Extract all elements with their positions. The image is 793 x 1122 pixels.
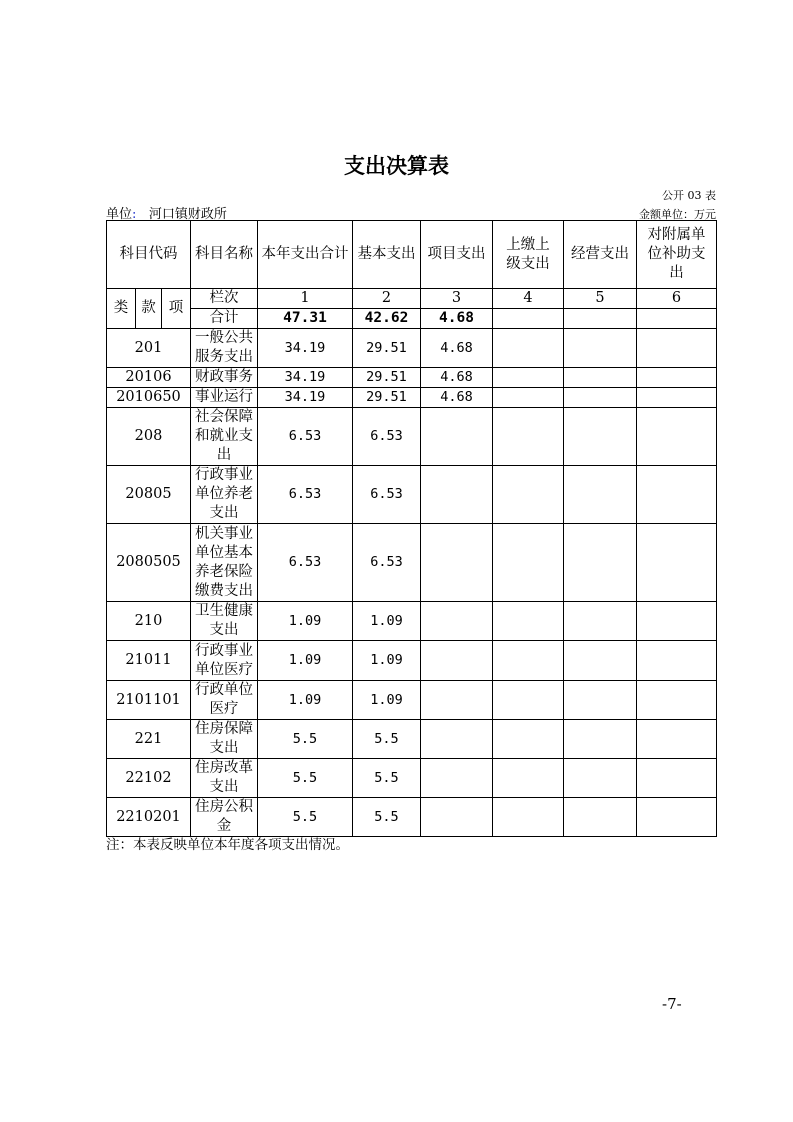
form-number: 公开 03 表: [662, 189, 716, 202]
row-basic: 1.09: [353, 602, 421, 641]
empty-cell: [637, 466, 717, 524]
header-business: 经营支出: [564, 221, 637, 289]
row-project: [421, 641, 493, 681]
unit-colon: :: [132, 207, 137, 222]
row-name: 住房公积金: [191, 798, 258, 837]
row-project: [421, 408, 493, 466]
col-num-4: 4: [493, 289, 564, 309]
empty-cell: [564, 408, 637, 466]
empty-cell: [493, 602, 564, 641]
row-name: 住房保障支出: [191, 720, 258, 759]
empty-cell: [493, 798, 564, 837]
header-kuan: 款: [136, 289, 162, 329]
empty-cell: [493, 466, 564, 524]
row-code: 201: [107, 329, 191, 368]
empty-cell: [637, 759, 717, 798]
empty-cell: [564, 466, 637, 524]
empty-cell: [564, 388, 637, 408]
row-total: 1.09: [258, 681, 353, 720]
empty-cell: [493, 641, 564, 681]
empty-cell: [564, 681, 637, 720]
empty-cell: [637, 524, 717, 602]
empty-cell: [637, 368, 717, 388]
row-total: 1.09: [258, 602, 353, 641]
empty-cell: [637, 641, 717, 681]
header-upper: 上缴上级支出: [493, 221, 564, 289]
empty-cell: [637, 388, 717, 408]
empty-cell: [637, 720, 717, 759]
row-project: [421, 466, 493, 524]
row-total: 5.5: [258, 759, 353, 798]
row-name: 一般公共服务支出: [191, 329, 258, 368]
total-row: [107, 309, 717, 329]
row-basic: 5.5: [353, 720, 421, 759]
table-row: [107, 798, 717, 837]
total-total: 47.31: [258, 309, 353, 329]
empty-cell: [637, 681, 717, 720]
row-basic: 6.53: [353, 466, 421, 524]
header-project: 项目支出: [421, 221, 493, 289]
total-project: 4.68: [421, 309, 493, 329]
col-num-5: 5: [564, 289, 637, 309]
money-unit: 金额单位：万元: [639, 208, 716, 221]
row-project: [421, 759, 493, 798]
unit-name: 河口镇财政所: [148, 207, 227, 222]
empty-cell: [564, 720, 637, 759]
row-project: 4.68: [421, 388, 493, 408]
empty-cell: [637, 602, 717, 641]
col-num-1: 1: [258, 289, 353, 309]
table-row: [107, 408, 717, 466]
header-code: 科目代码: [107, 221, 191, 289]
expenditure-table: [106, 220, 717, 837]
empty-cell: [493, 368, 564, 388]
row-code: 208: [107, 408, 191, 466]
row-basic: 6.53: [353, 408, 421, 466]
empty-cell: [564, 368, 637, 388]
empty-cell: [637, 309, 717, 329]
table-row: [107, 466, 717, 524]
row-total: 5.5: [258, 798, 353, 837]
row-basic: 1.09: [353, 681, 421, 720]
row-name: 住房改革支出: [191, 759, 258, 798]
table-row: [107, 368, 717, 388]
row-name: 行政事业单位医疗: [191, 641, 258, 681]
row-basic: 29.51: [353, 388, 421, 408]
empty-cell: [493, 524, 564, 602]
row-name: 行政事业单位养老支出: [191, 466, 258, 524]
row-name: 行政单位医疗: [191, 681, 258, 720]
empty-cell: [493, 309, 564, 329]
column-number-row: [107, 289, 717, 309]
empty-cell: [564, 759, 637, 798]
row-total: 6.53: [258, 524, 353, 602]
col-num-6: 6: [637, 289, 717, 309]
empty-cell: [637, 408, 717, 466]
row-name: 卫生健康支出: [191, 602, 258, 641]
table-row: [107, 388, 717, 408]
header-lanci: 栏次: [191, 289, 258, 309]
row-total: 6.53: [258, 408, 353, 466]
header-total: 本年支出合计: [258, 221, 353, 289]
unit-label: 单位: [106, 207, 133, 222]
empty-cell: [564, 309, 637, 329]
page-title: 支出决算表: [344, 154, 449, 178]
row-code: 221: [107, 720, 191, 759]
empty-cell: [564, 329, 637, 368]
table-row: [107, 524, 717, 602]
row-basic: 5.5: [353, 798, 421, 837]
row-code: 210: [107, 602, 191, 641]
empty-cell: [493, 408, 564, 466]
row-code: 2080505: [107, 524, 191, 602]
row-total: 5.5: [258, 720, 353, 759]
row-basic: 29.51: [353, 329, 421, 368]
col-num-3: 3: [421, 289, 493, 309]
row-code: 2010650: [107, 388, 191, 408]
empty-cell: [493, 681, 564, 720]
empty-cell: [564, 798, 637, 837]
table-row: [107, 329, 717, 368]
header-subsidy: 对附属单位补助支出: [637, 221, 717, 289]
row-basic: 29.51: [353, 368, 421, 388]
empty-cell: [564, 641, 637, 681]
row-project: [421, 602, 493, 641]
header-basic: 基本支出: [353, 221, 421, 289]
header-lei: 类: [107, 289, 136, 329]
row-basic: 1.09: [353, 641, 421, 681]
header-name: 科目名称: [191, 221, 258, 289]
empty-cell: [637, 798, 717, 837]
table-row: [107, 720, 717, 759]
row-name: 事业运行: [191, 388, 258, 408]
table-row: [107, 602, 717, 641]
empty-cell: [637, 329, 717, 368]
row-project: [421, 720, 493, 759]
row-project: [421, 798, 493, 837]
empty-cell: [564, 524, 637, 602]
row-total: 34.19: [258, 329, 353, 368]
row-total: 1.09: [258, 641, 353, 681]
row-total: 34.19: [258, 368, 353, 388]
header-xiang: 项: [162, 289, 191, 329]
row-code: 2101101: [107, 681, 191, 720]
empty-cell: [564, 602, 637, 641]
header-row: [107, 221, 717, 289]
total-label: 合计: [191, 309, 258, 329]
empty-cell: [493, 329, 564, 368]
col-num-2: 2: [353, 289, 421, 309]
row-code: 22102: [107, 759, 191, 798]
row-code: 21011: [107, 641, 191, 681]
table-row: [107, 681, 717, 720]
empty-cell: [493, 388, 564, 408]
footnote: 注：本表反映单位本年度各项支出情况。: [106, 837, 349, 853]
row-project: 4.68: [421, 368, 493, 388]
row-project: [421, 681, 493, 720]
page-number: -7-: [662, 995, 682, 1013]
row-code: 2210201: [107, 798, 191, 837]
row-project: [421, 524, 493, 602]
row-code: 20805: [107, 466, 191, 524]
row-project: 4.68: [421, 329, 493, 368]
table-row: [107, 759, 717, 798]
row-name: 机关事业单位基本养老保险缴费支出: [191, 524, 258, 602]
row-name: 社会保障和就业支出: [191, 408, 258, 466]
row-basic: 5.5: [353, 759, 421, 798]
total-basic: 42.62: [353, 309, 421, 329]
table-row: [107, 641, 717, 681]
row-basic: 6.53: [353, 524, 421, 602]
empty-cell: [493, 759, 564, 798]
row-total: 34.19: [258, 388, 353, 408]
empty-cell: [493, 720, 564, 759]
row-total: 6.53: [258, 466, 353, 524]
row-code: 20106: [107, 368, 191, 388]
row-name: 财政事务: [191, 368, 258, 388]
